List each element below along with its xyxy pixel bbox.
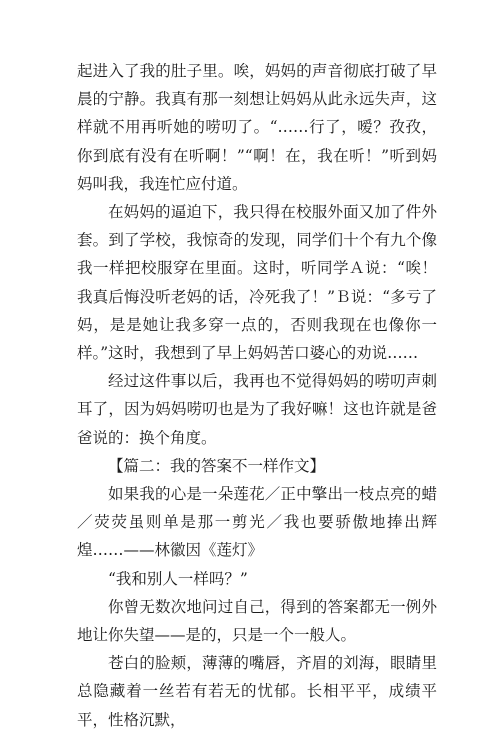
document-body (77, 57, 437, 734)
poem-quote: 如果我的心是一朵莲花／正中擎出一枝点亮的蜡／荧荧虽则单是那一剪光／我也要骄傲地捧出辉煌……——林徽因《莲灯》 (77, 485, 437, 560)
paragraph-1: 起进入了我的肚子里。唉，妈妈的声音彻底打破了早晨的宁静。我真有那一刻想让妈妈从此永远失声，这样就不用再听她的唠叨了。“……行了，嗳？孜孜，你到底有没有在听啊！”“啊！在，我在听！”听到妈妈叫我，我连忙应付道。 (77, 62, 437, 193)
paragraph-2: 在妈妈的逼迫下，我只得在校服外面又加了件外套。到了学校，我惊奇的发现，同学们十个有九个像我一样把校服穿在里面。这时，听同学Ａ说：“唉！我真后悔没听老妈的话，冷死我了！”Ｂ说：“多亏了妈，是是她让我多穿一点的，否则我现在也像你一样。”这时，我想到了早上妈妈苦口婆心的劝说…… (77, 203, 437, 363)
section-heading: 【篇二：我的答案不一样作文】 (108, 456, 326, 475)
paragraph-7: 你曾无数次地问过自己，得到的答案都无一例外地让你失望——是的，只是一个一般人。 (77, 597, 437, 645)
paragraph-8: 苍白的脸颊，薄薄的嘴唇，齐眉的刘海，眼睛里总隐藏着一丝若有若无的忧郁。长相平平，成绩平平，性格沉默， (77, 654, 437, 729)
paragraph-3: 经过这件事以后，我再也不觉得妈妈的唠叨声刺耳了，因为妈妈唠叨也是为了我好嘛！这也许就是爸爸说的：换个角度。 (77, 372, 437, 447)
paragraph-question: “我和别人一样吗？” (108, 569, 248, 588)
